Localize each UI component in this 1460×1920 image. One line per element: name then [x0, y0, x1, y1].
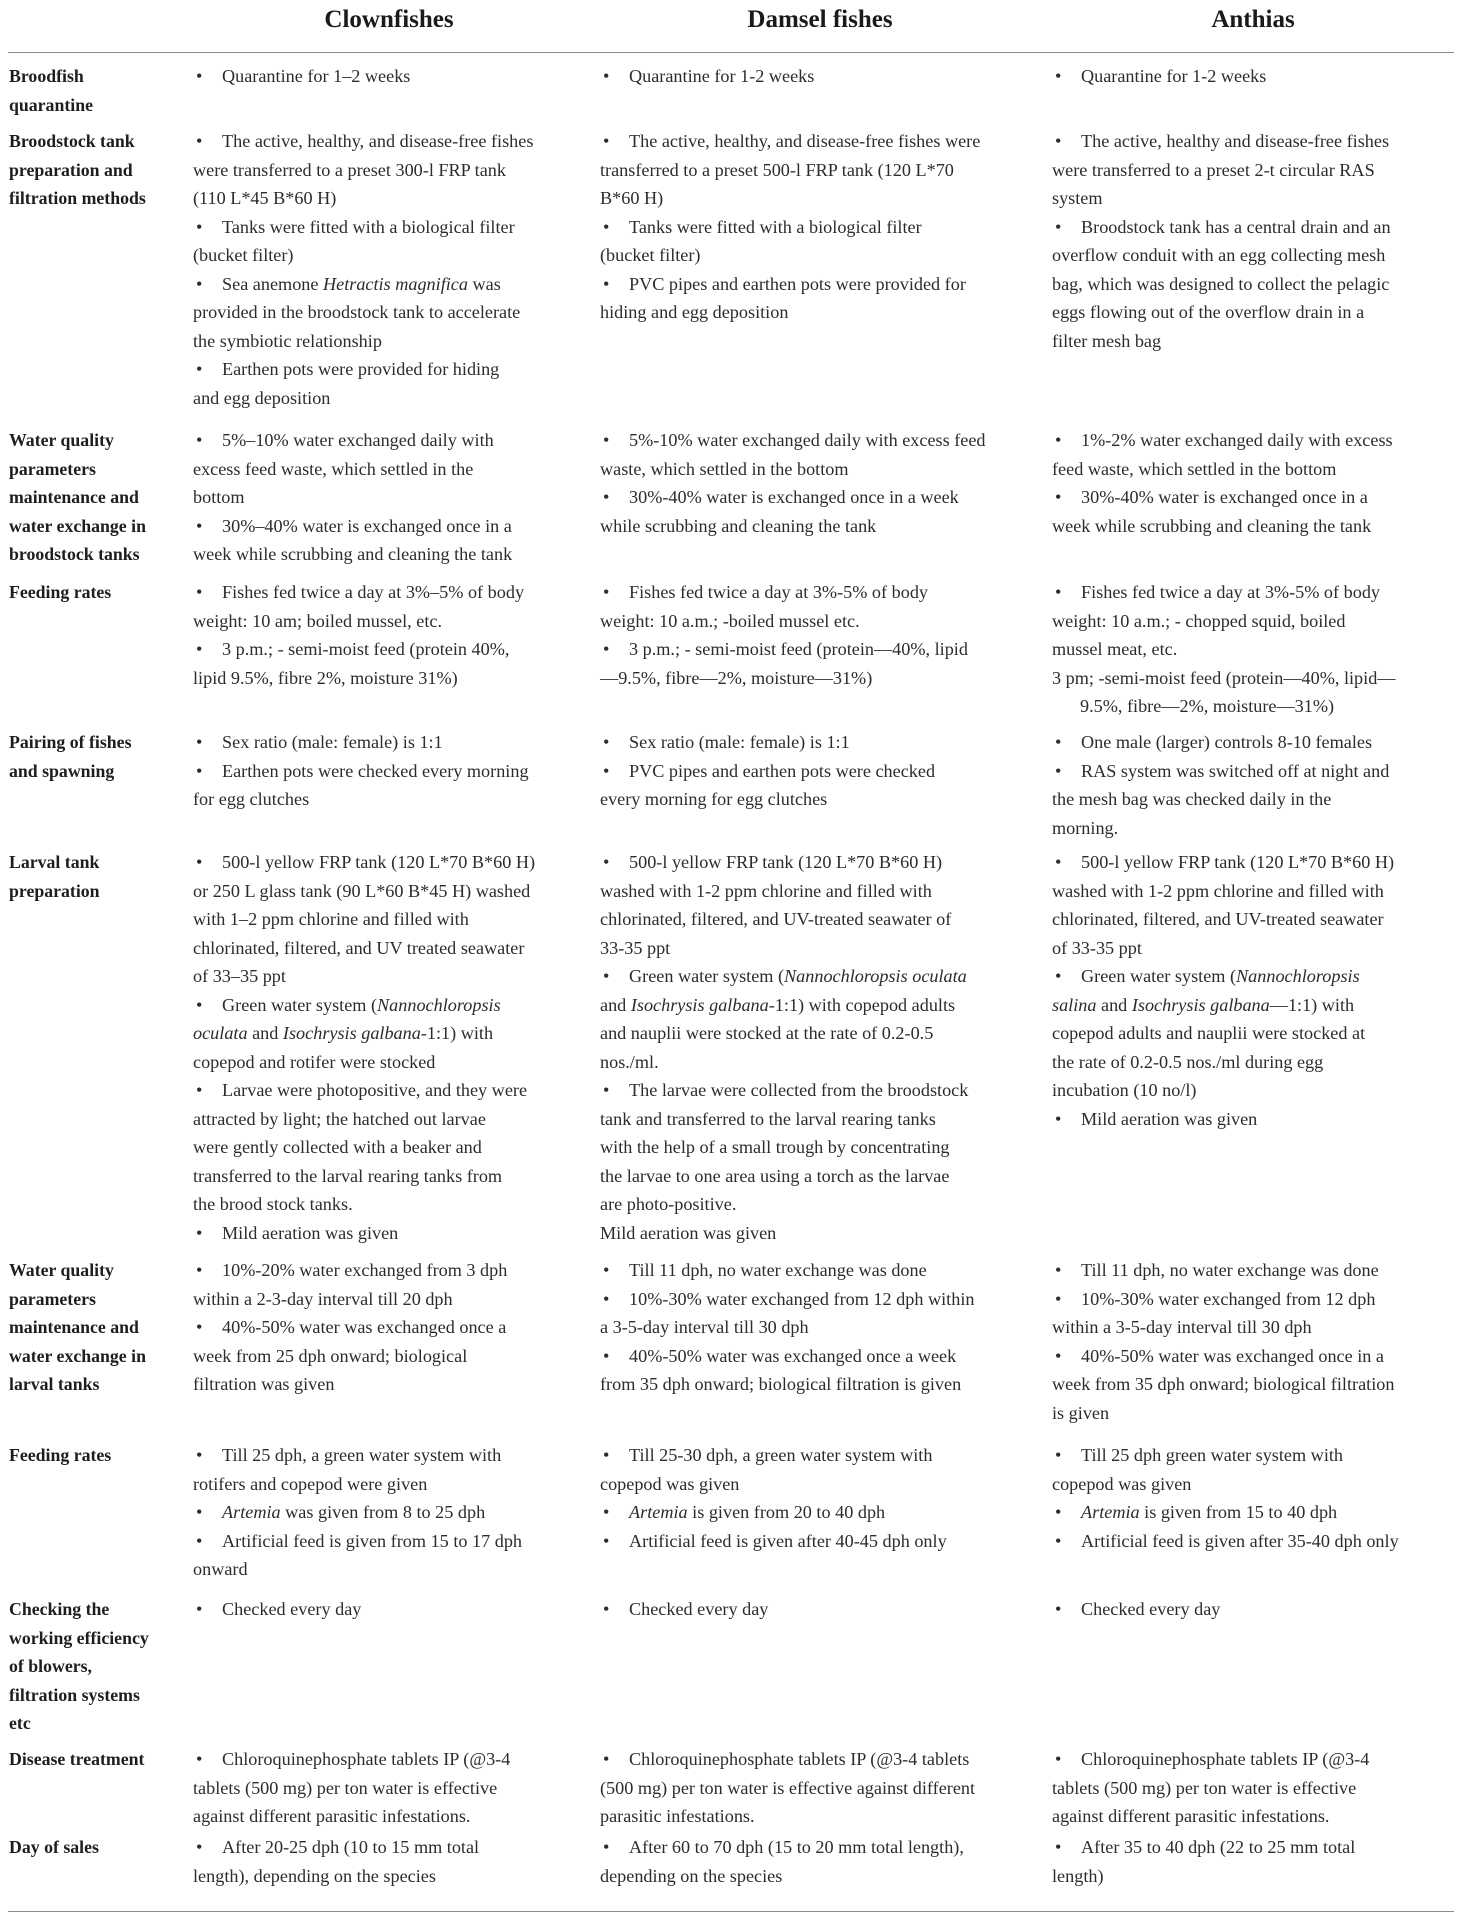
bullet-icon: •	[196, 994, 203, 1015]
cell-line: is given	[1052, 1402, 1110, 1423]
bullet-icon: •	[1055, 966, 1062, 986]
bullet-icon: •	[1055, 1599, 1062, 1619]
cell-line: • RAS system was switched off at night and	[1052, 757, 1454, 786]
cell-anthias	[1052, 1833, 1454, 1890]
cell-line: were transferred to a preset 300-l FRP tank	[193, 159, 506, 180]
cell-anthias	[1052, 127, 1454, 355]
cell-line: transferred to the larval rearing tanks from	[193, 1165, 503, 1186]
cell-line: filter mesh bag	[1052, 330, 1162, 351]
row-label	[9, 62, 179, 119]
cell-line: chlorinated, filtered, and UV-treated seawater	[1052, 909, 1384, 929]
cell-line: • 500-l yellow FRP tank (120 L*70 B*60 H)	[193, 848, 585, 877]
cell-line: hiding and egg deposition	[600, 302, 789, 322]
cell-line: for egg clutches	[193, 789, 310, 809]
cell-line: • Artificial feed is given after 40-45 dph only	[600, 1527, 1040, 1556]
cell-anthias	[1052, 848, 1454, 1133]
cell-damsel-fishes	[600, 426, 1040, 540]
cell-line: excess feed waste, which settled in the	[193, 458, 474, 479]
cell-line: the larvae to one area using a torch as the larvae	[600, 1165, 950, 1186]
cell-line: • 40%-50% water was exchanged once in a	[1052, 1342, 1454, 1371]
cell-line: • Checked every day	[1052, 1595, 1454, 1624]
row-label-line: broodstock tanks	[9, 544, 140, 564]
cell-line: • Checked every day	[193, 1595, 585, 1624]
bullet-icon: •	[196, 1445, 203, 1465]
cell-line: • Earthen pots were provided for hiding	[193, 355, 585, 384]
row-label-line: parameters	[9, 1288, 96, 1309]
cell-line: • Checked every day	[600, 1595, 1040, 1624]
bullet-icon: •	[196, 359, 203, 379]
cell-line: • Till 11 dph, no water exchange was done	[600, 1256, 1040, 1285]
row-label-line: and spawning	[9, 760, 115, 781]
cell-line: every morning for egg clutches	[600, 789, 828, 809]
cell-line: copepod and rotifer were stocked	[193, 1051, 436, 1072]
cell-damsel-fishes	[600, 1833, 1040, 1890]
column-header-anthias: Anthias	[1211, 6, 1295, 33]
bullet-icon: •	[196, 66, 203, 86]
bullet-icon: •	[603, 1445, 610, 1465]
cell-damsel-fishes	[600, 1745, 1040, 1831]
cell-line: (500 mg) per ton water is effective against different	[600, 1777, 976, 1798]
cell-line: • Mild aeration was given	[1052, 1105, 1454, 1134]
row-label-line: Disease treatment	[9, 1749, 145, 1769]
cell-line: with the help of a small trough by concentrating	[600, 1137, 950, 1157]
cell-line: filtration was given	[193, 1374, 335, 1394]
cell-clownfishes	[193, 1745, 585, 1831]
cell-line: the brood stock tanks.	[193, 1194, 353, 1214]
cell-line: Mild aeration was given	[600, 1222, 777, 1243]
cell-line: week from 35 dph onward; biological filtration	[1052, 1374, 1395, 1394]
row-label-line: Pairing of fishes	[9, 732, 132, 752]
cell-line: • Green water system (Nannochloropsis	[1052, 962, 1454, 991]
cell-line: • 3 p.m.; - semi-moist feed (protein 40%,	[193, 635, 585, 664]
cell-line: • 40%-50% water was exchanged once a week	[600, 1342, 1040, 1371]
row-label	[9, 578, 179, 607]
cell-line: bottom	[193, 487, 245, 507]
bullet-icon: •	[603, 639, 610, 659]
row-label	[9, 848, 179, 905]
cell-line: copepod was given	[600, 1473, 740, 1494]
bullet-icon: •	[196, 1502, 203, 1522]
cell-line: weight: 10 a.m.; - chopped squid, boiled	[1052, 610, 1346, 631]
cell-anthias	[1052, 426, 1454, 540]
cell-line: weight: 10 am; boiled mussel, etc.	[193, 610, 443, 631]
column-header-damsel-fishes: Damsel fishes	[747, 6, 893, 33]
row-label-line: filtration methods	[9, 188, 146, 208]
bullet-icon: •	[603, 732, 610, 752]
bullet-icon: •	[196, 1317, 203, 1337]
bullet-icon: •	[603, 1345, 610, 1366]
cell-line: and Isochrysis galbana-1:1) with copepod adults	[600, 994, 956, 1015]
cell-line: • PVC pipes and earthen pots were checked	[600, 757, 1040, 786]
cell-line: bag, which was designed to collect the pelagic	[1052, 273, 1390, 294]
cell-damsel-fishes	[600, 127, 1040, 327]
cell-line: oculata and Isochrysis galbana-1:1) with	[193, 1023, 494, 1043]
cell-line: 33-35 ppt	[600, 937, 671, 958]
cell-line: system	[1052, 188, 1103, 208]
bullet-icon: •	[1055, 852, 1062, 872]
cell-line: feed waste, which settled in the bottom	[1052, 458, 1337, 479]
cell-line: washed with 1-2 ppm chlorine and filled with	[1052, 880, 1384, 901]
bullet-icon: •	[603, 1530, 610, 1551]
cell-line: were gently collected with a beaker and	[193, 1137, 482, 1157]
bullet-icon: •	[603, 216, 610, 237]
bullet-icon: •	[1055, 216, 1062, 237]
bullet-icon: •	[196, 1222, 203, 1243]
cell-line: • Fishes fed twice a day at 3%-5% of body	[600, 578, 1040, 607]
bullet-icon: •	[196, 273, 203, 294]
row-label-line: filtration systems	[9, 1684, 140, 1705]
cell-line: the symbiotic relationship	[193, 330, 382, 351]
cell-line: a 3-5-day interval till 30 dph	[600, 1317, 809, 1337]
cell-line: • Till 25 dph green water system with	[1052, 1441, 1454, 1470]
row-label-line: quarantine	[9, 94, 93, 115]
cell-damsel-fishes	[600, 1595, 1040, 1624]
bullet-icon: •	[1055, 1530, 1062, 1551]
bullet-icon: •	[603, 66, 610, 86]
cell-line: • The active, healthy, and disease-free fishes	[193, 127, 585, 156]
bullet-icon: •	[603, 760, 610, 781]
cell-damsel-fishes	[600, 848, 1040, 1247]
cell-line: • Sex ratio (male: female) is 1:1	[193, 728, 585, 757]
cell-clownfishes	[193, 62, 585, 91]
row-label-line: parameters	[9, 458, 96, 479]
cell-line: • Chloroquinephosphate tablets IP (@3-4	[193, 1745, 585, 1774]
cell-anthias	[1052, 728, 1454, 842]
cell-line: • 40%-50% water was exchanged once a	[193, 1313, 585, 1342]
row-label-line: Broodstock tank	[9, 131, 135, 151]
row-label-line: of blowers,	[9, 1656, 92, 1676]
bullet-icon: •	[603, 582, 610, 602]
cell-line: tablets (500 mg) per ton water is effective	[193, 1777, 498, 1798]
bullet-icon: •	[1055, 1749, 1062, 1769]
bullet-icon: •	[603, 487, 610, 507]
cell-line: week while scrubbing and cleaning the tank	[1052, 515, 1372, 536]
cell-line: overflow conduit with an egg collecting mesh	[1052, 245, 1386, 265]
cell-line: • 10%-20% water exchanged from 3 dph	[193, 1256, 585, 1285]
cell-line: copepod was given	[1052, 1473, 1192, 1494]
header-rule	[8, 52, 1454, 53]
cell-line: incubation (10 no/l)	[1052, 1080, 1197, 1100]
bullet-icon: •	[603, 852, 610, 872]
row-label-line: working efficiency	[9, 1627, 149, 1648]
cell-line: • Quarantine for 1-2 weeks	[600, 62, 1040, 91]
cell-line: within a 3-5-day interval till 30 dph	[1052, 1317, 1312, 1337]
cell-line: (bucket filter)	[600, 245, 701, 265]
cell-line: the mesh bag was checked daily in the	[1052, 789, 1332, 809]
cell-line: • 500-l yellow FRP tank (120 L*70 B*60 H)	[1052, 848, 1454, 877]
cell-line: —9.5%, fibre—2%, moisture—31%)	[600, 667, 873, 688]
cell-line: • 3 p.m.; - semi-moist feed (protein—40%, lipid	[600, 635, 1040, 664]
row-label	[9, 1595, 179, 1738]
bullet-icon: •	[1055, 430, 1062, 450]
cell-line: • The active, healthy and disease-free fishes	[1052, 127, 1454, 156]
cell-line: • After 20-25 dph (10 to 15 mm total	[193, 1833, 585, 1862]
cell-line: • Mild aeration was given	[193, 1219, 585, 1248]
bullet-icon: •	[1055, 732, 1062, 752]
cell-damsel-fishes	[600, 1441, 1040, 1555]
cell-anthias	[1052, 1441, 1454, 1555]
cell-line: of 33–35 ppt	[193, 966, 286, 986]
bullet-icon: •	[1055, 1837, 1062, 1857]
cell-line: depending on the species	[600, 1865, 783, 1886]
bullet-icon: •	[1055, 1108, 1062, 1129]
cell-line: • Artificial feed is given from 15 to 17 dph	[193, 1527, 585, 1556]
cell-line: tank and transferred to the larval rearing tanks	[600, 1108, 936, 1129]
bullet-icon: •	[1055, 487, 1062, 507]
row-label	[9, 1745, 179, 1774]
cell-line: • 5%–10% water exchanged daily with	[193, 426, 585, 455]
row-label-line: maintenance and	[9, 487, 139, 507]
cell-line: • The active, healthy, and disease-free fishes were	[600, 127, 1040, 156]
cell-line: lipid 9.5%, fibre 2%, moisture 31%)	[193, 667, 458, 688]
cell-line: with 1–2 ppm chlorine and filled with	[193, 909, 469, 929]
row-label-line: preparation and	[9, 159, 133, 180]
cell-line: washed with 1-2 ppm chlorine and filled with	[600, 880, 932, 901]
cell-line: • 30%–40% water is exchanged once in a	[193, 512, 585, 541]
cell-line: or 250 L glass tank (90 L*60 B*45 H) washed	[193, 880, 531, 901]
bullet-icon: •	[603, 430, 610, 450]
cell-line: • Larvae were photopositive, and they were	[193, 1076, 585, 1105]
cell-line: • 10%-30% water exchanged from 12 dph within	[600, 1285, 1040, 1314]
bullet-icon: •	[1055, 131, 1062, 151]
cell-damsel-fishes	[600, 728, 1040, 814]
cell-line: • Chloroquinephosphate tablets IP (@3-4 tablets	[600, 1745, 1040, 1774]
cell-clownfishes	[193, 1256, 585, 1399]
bullet-icon: •	[196, 131, 203, 151]
cell-line: against different parasitic infestations.	[193, 1806, 471, 1826]
cell-line: copepod adults and nauplii were stocked at	[1052, 1023, 1366, 1043]
row-label-line: Larval tank	[9, 852, 100, 872]
bullet-icon: •	[196, 515, 203, 536]
bullet-icon: •	[603, 1260, 610, 1280]
bullet-icon: •	[1055, 1445, 1062, 1465]
bullet-icon: •	[1055, 1260, 1062, 1280]
cell-anthias	[1052, 1745, 1454, 1831]
cell-line: B*60 H)	[600, 188, 664, 208]
row-label-line: water exchange in	[9, 515, 146, 536]
row-label-line: Checking the	[9, 1599, 110, 1619]
cell-anthias	[1052, 1256, 1454, 1427]
cell-line: week while scrubbing and cleaning the tank	[193, 544, 513, 564]
cell-line: • Till 25 dph, a green water system with	[193, 1441, 585, 1470]
row-label-line: Feeding rates	[9, 1445, 112, 1465]
cell-line: • Sex ratio (male: female) is 1:1	[600, 728, 1040, 757]
bullet-icon: •	[196, 1530, 203, 1551]
cell-line: • After 60 to 70 dph (15 to 20 mm total length),	[600, 1833, 1040, 1862]
cell-line: were transferred to a preset 2-t circular RAS	[1052, 159, 1375, 180]
cell-line: transferred to a preset 500-l FRP tank (120 L*70	[600, 159, 954, 180]
bullet-icon: •	[196, 582, 203, 602]
cell-line: morning.	[1052, 817, 1119, 838]
cell-line: weight: 10 a.m.; -boiled mussel etc.	[600, 610, 860, 631]
row-label-line: Broodfish	[9, 66, 84, 86]
bullet-icon: •	[196, 430, 203, 450]
bullet-icon: •	[603, 1080, 610, 1100]
cell-line: waste, which settled in the bottom	[600, 458, 849, 479]
cell-line: chlorinated, filtered, and UV treated seawater	[193, 937, 525, 958]
cell-line: • Artemia was given from 8 to 25 dph	[193, 1498, 585, 1527]
row-label-line: water exchange in	[9, 1345, 146, 1366]
cell-clownfishes	[193, 1441, 585, 1584]
cell-line: attracted by light; the hatched out larvae	[193, 1108, 486, 1129]
row-label	[9, 728, 179, 785]
bullet-icon: •	[196, 1749, 203, 1769]
cell-line: and egg deposition	[193, 387, 331, 408]
cell-line: (bucket filter)	[193, 245, 294, 265]
bullet-icon: •	[196, 732, 203, 752]
cell-line: • The larvae were collected from the broodstock	[600, 1076, 1040, 1105]
cell-clownfishes	[193, 127, 585, 412]
row-label	[9, 426, 179, 569]
cell-line: rotifers and copepod were given	[193, 1473, 428, 1494]
bullet-icon: •	[603, 1288, 610, 1309]
cell-line: • Till 11 dph, no water exchange was done	[1052, 1256, 1454, 1285]
row-label	[9, 1441, 179, 1470]
cell-line: • Till 25-30 dph, a green water system with	[600, 1441, 1040, 1470]
cell-line: while scrubbing and cleaning the tank	[600, 515, 877, 536]
cell-damsel-fishes	[600, 578, 1040, 692]
cell-line: are photo-positive.	[600, 1194, 737, 1214]
cell-line: length)	[1052, 1865, 1104, 1886]
column-header-clownfishes: Clownfishes	[324, 6, 454, 33]
cell-line: • Sea anemone Hetractis magnifica was	[193, 270, 585, 299]
cell-line: • 5%-10% water exchanged daily with excess feed	[600, 426, 1040, 455]
row-label-line: Water quality	[9, 1260, 114, 1280]
cell-line: eggs flowing out of the overflow drain in a	[1052, 302, 1365, 322]
cell-line: • Tanks were fitted with a biological filter	[193, 213, 585, 242]
cell-line: (110 L*45 B*60 H)	[193, 188, 337, 208]
row-label-line: Water quality	[9, 430, 114, 450]
cell-line: of 33-35 ppt	[1052, 937, 1142, 958]
cell-anthias	[1052, 578, 1454, 721]
bottom-rule	[8, 1911, 1454, 1912]
cell-clownfishes	[193, 1595, 585, 1624]
cell-line: against different parasitic infestations.	[1052, 1806, 1330, 1826]
bullet-icon: •	[603, 1502, 610, 1522]
cell-line: and nauplii were stocked at the rate of 0.2-0.5	[600, 1023, 934, 1043]
bullet-icon: •	[1055, 66, 1062, 86]
bullet-icon: •	[603, 1749, 610, 1769]
bullet-icon: •	[196, 639, 203, 659]
bullet-icon: •	[196, 760, 203, 781]
cell-line: 9.5%, fibre—2%, moisture—31%)	[1080, 696, 1335, 716]
bullet-icon: •	[1055, 1502, 1062, 1522]
bullet-icon: •	[1055, 1288, 1062, 1309]
cell-line: • Quarantine for 1-2 weeks	[1052, 62, 1454, 91]
bullet-icon: •	[603, 966, 610, 986]
cell-line: • Artemia is given from 20 to 40 dph	[600, 1498, 1040, 1527]
cell-line: within a 2-3-day interval till 20 dph	[193, 1288, 453, 1309]
cell-line: • 500-l yellow FRP tank (120 L*70 B*60 H)	[600, 848, 1040, 877]
bullet-icon: •	[196, 1599, 203, 1619]
cell-anthias	[1052, 1595, 1454, 1624]
cell-line: • Quarantine for 1–2 weeks	[193, 62, 585, 91]
cell-line: nos./ml.	[600, 1051, 659, 1072]
row-label-line: Feeding rates	[9, 582, 112, 602]
cell-line: • 1%-2% water exchanged daily with excess	[1052, 426, 1454, 455]
cell-clownfishes	[193, 426, 585, 569]
cell-line: • 30%-40% water is exchanged once in a	[1052, 483, 1454, 512]
cell-line: provided in the broodstock tank to accelerate	[193, 302, 521, 322]
cell-line: week from 25 dph onward; biological	[193, 1345, 468, 1366]
cell-line: • Artificial feed is given after 35-40 dph only	[1052, 1527, 1454, 1556]
cell-clownfishes	[193, 1833, 585, 1890]
cell-line: parasitic infestations.	[600, 1806, 755, 1826]
cell-damsel-fishes	[600, 1256, 1040, 1399]
row-label-line: larval tanks	[9, 1374, 100, 1394]
bullet-icon: •	[196, 1837, 203, 1857]
cell-line: • Broodstock tank has a central drain and an	[1052, 213, 1454, 242]
cell-damsel-fishes	[600, 62, 1040, 91]
bullet-icon: •	[196, 852, 203, 872]
cell-line: salina and Isochrysis galbana—1:1) with	[1052, 994, 1355, 1015]
bullet-icon: •	[196, 1080, 203, 1100]
cell-line: tablets (500 mg) per ton water is effective	[1052, 1777, 1357, 1798]
cell-line: mussel meat, etc.	[1052, 639, 1178, 659]
bullet-icon: •	[603, 131, 610, 151]
row-label	[9, 127, 179, 213]
row-label-line: maintenance and	[9, 1317, 139, 1337]
cell-line: • 10%-30% water exchanged from 12 dph	[1052, 1285, 1454, 1314]
bullet-icon: •	[603, 1837, 610, 1857]
row-label-line: preparation	[9, 880, 100, 901]
cell-line: • After 35 to 40 dph (22 to 25 mm total	[1052, 1833, 1454, 1862]
bullet-icon: •	[1055, 582, 1062, 602]
cell-line: • Fishes fed twice a day at 3%–5% of body	[193, 578, 585, 607]
cell-line: • Green water system (Nannochloropsis oculata	[600, 962, 1040, 991]
row-label-line: Day of sales	[9, 1837, 99, 1857]
cell-line: • Artemia is given from 15 to 40 dph	[1052, 1498, 1454, 1527]
bullet-icon: •	[1055, 1345, 1062, 1366]
cell-line: • One male (larger) controls 8-10 females	[1052, 728, 1454, 757]
row-label	[9, 1256, 179, 1399]
bullet-icon: •	[196, 1260, 203, 1280]
bullet-icon: •	[196, 216, 203, 237]
cell-line: onward	[193, 1559, 248, 1579]
cell-clownfishes	[193, 728, 585, 814]
cell-line: the rate of 0.2-0.5 nos./ml during egg	[1052, 1051, 1324, 1072]
cell-line: chlorinated, filtered, and UV-treated seawater of	[600, 909, 952, 929]
cell-clownfishes	[193, 848, 585, 1247]
cell-line: 3 pm; -semi-moist feed (protein—40%, lipid—	[1052, 667, 1396, 688]
cell-anthias	[1052, 62, 1454, 91]
cell-line: • Fishes fed twice a day at 3%-5% of body	[1052, 578, 1454, 607]
cell-line: • 30%-40% water is exchanged once in a week	[600, 483, 1040, 512]
cell-line: • Earthen pots were checked every morning	[193, 757, 585, 786]
cell-line: from 35 dph onward; biological filtration is given	[600, 1374, 962, 1394]
cell-line: • Chloroquinephosphate tablets IP (@3-4	[1052, 1745, 1454, 1774]
cell-line: • Tanks were fitted with a biological filter	[600, 213, 1040, 242]
bullet-icon: •	[1055, 760, 1062, 781]
cell-line: • Green water system (Nannochloropsis	[193, 991, 585, 1020]
bullet-icon: •	[603, 273, 610, 294]
row-label	[9, 1833, 179, 1862]
bullet-icon: •	[603, 1599, 610, 1619]
cell-clownfishes	[193, 578, 585, 692]
cell-line: length), depending on the species	[193, 1865, 436, 1886]
row-label-line: etc	[9, 1713, 31, 1733]
cell-line: • PVC pipes and earthen pots were provided for	[600, 270, 1040, 299]
